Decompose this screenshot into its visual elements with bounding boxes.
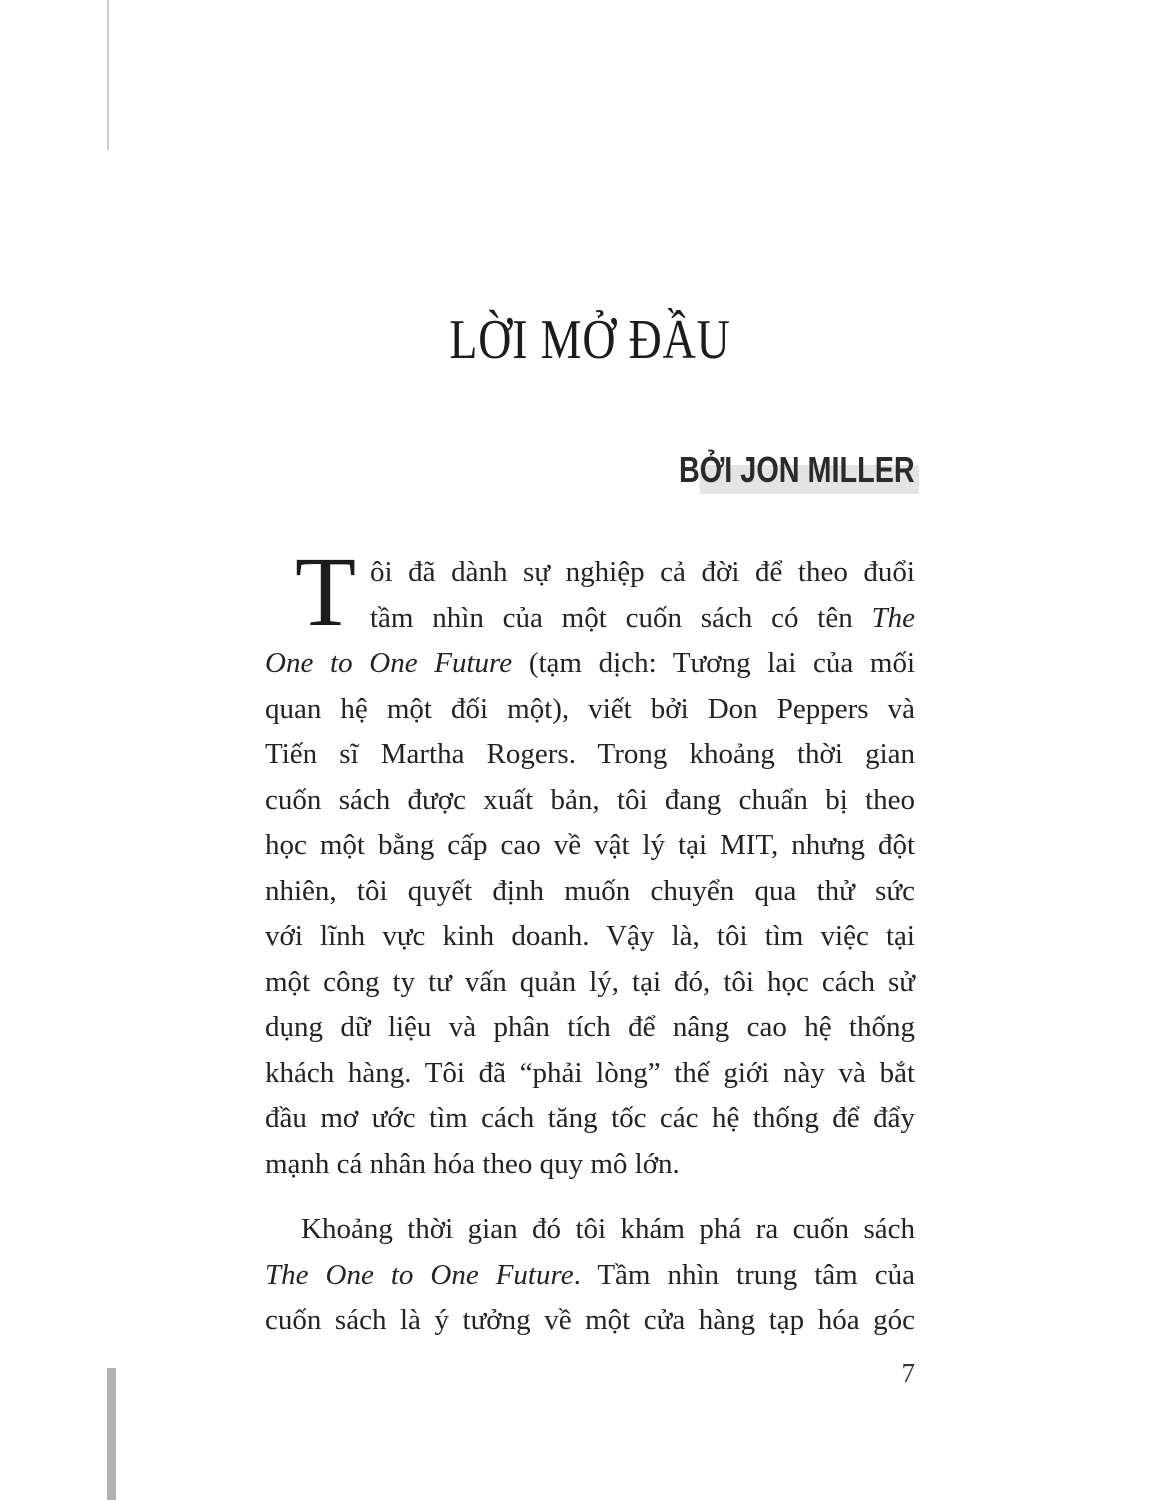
text-line xyxy=(265,1096,915,1142)
text-line xyxy=(265,869,915,915)
text-segment: . Tầm nhìn trung tâm của xyxy=(573,1258,915,1291)
page-number: 7 xyxy=(901,1358,915,1388)
text-line xyxy=(265,960,915,1006)
drop-cap: T xyxy=(295,536,357,647)
text-line xyxy=(265,596,915,642)
page-edge-bar-bottom xyxy=(107,1368,116,1500)
chapter-title: LỜI MỞ ĐẦU xyxy=(449,309,731,371)
text-line xyxy=(265,732,915,778)
text-segment: ôi đã dành sự nghiệp cả đời để theo đuổi xyxy=(370,556,915,588)
text-line xyxy=(265,1298,915,1344)
byline: BỞI JON MILLER xyxy=(679,449,915,490)
text-segment: một công ty tư vấn quản lý, tại đó, tôi học cách sử xyxy=(265,965,915,998)
text-segment: dụng dữ liệu và phân tích để nâng cao hệ thống xyxy=(265,1011,915,1043)
text-line xyxy=(265,687,915,733)
text-segment: cuốn sách được xuất bản, tôi đang chuẩn bị theo xyxy=(265,783,915,816)
text-segment: cuốn sách là ý tưởng về một cửa hàng tạp hóa góc xyxy=(265,1304,915,1336)
text-segment: mạnh cá nhân hóa theo quy mô lớn. xyxy=(265,1147,680,1180)
text-line xyxy=(265,1253,915,1299)
text-segment: khách hàng. Tôi đã “phải lòng” thế giới này và bắt xyxy=(265,1056,915,1089)
body-text xyxy=(265,536,915,1344)
text-segment: Khoảng thời gian đó tôi khám phá ra cuốn sách xyxy=(301,1213,915,1245)
text-segment: The xyxy=(871,601,915,634)
text-line xyxy=(265,1005,915,1051)
text-segment: The One to One Future xyxy=(265,1258,574,1291)
page-edge-line-top xyxy=(107,0,109,150)
text-line xyxy=(265,823,915,869)
text-line xyxy=(265,1142,915,1188)
byline-row xyxy=(265,450,915,490)
text-segment: đầu mơ ước tìm cách tăng tốc các hệ thống để đẩy xyxy=(265,1102,915,1134)
text-segment: nhiên, tôi quyết định muốn chuyển qua thử sức xyxy=(265,874,915,907)
text-segment: học một bằng cấp cao về vật lý tại MIT, nhưng đột xyxy=(265,829,915,861)
text-line xyxy=(265,1207,915,1253)
text-line xyxy=(265,778,915,824)
text-segment: Tiến sĩ Martha Rogers. Trong khoảng thời gian xyxy=(265,738,915,770)
text-segment: (tạm dịch: Tương lai của mối xyxy=(512,647,915,679)
text-line xyxy=(265,914,915,960)
text-segment: với lĩnh vực kinh doanh. Vậy là, tôi tìm việc tại xyxy=(265,920,915,952)
text-segment: One to One Future xyxy=(265,647,513,679)
text-line xyxy=(265,550,915,596)
text-segment: quan hệ một đối một), viết bởi Don Peppers và xyxy=(265,692,915,725)
text-line xyxy=(265,1051,915,1097)
text-segment: tầm nhìn của một cuốn sách có tên xyxy=(370,601,872,634)
text-line xyxy=(265,641,915,687)
